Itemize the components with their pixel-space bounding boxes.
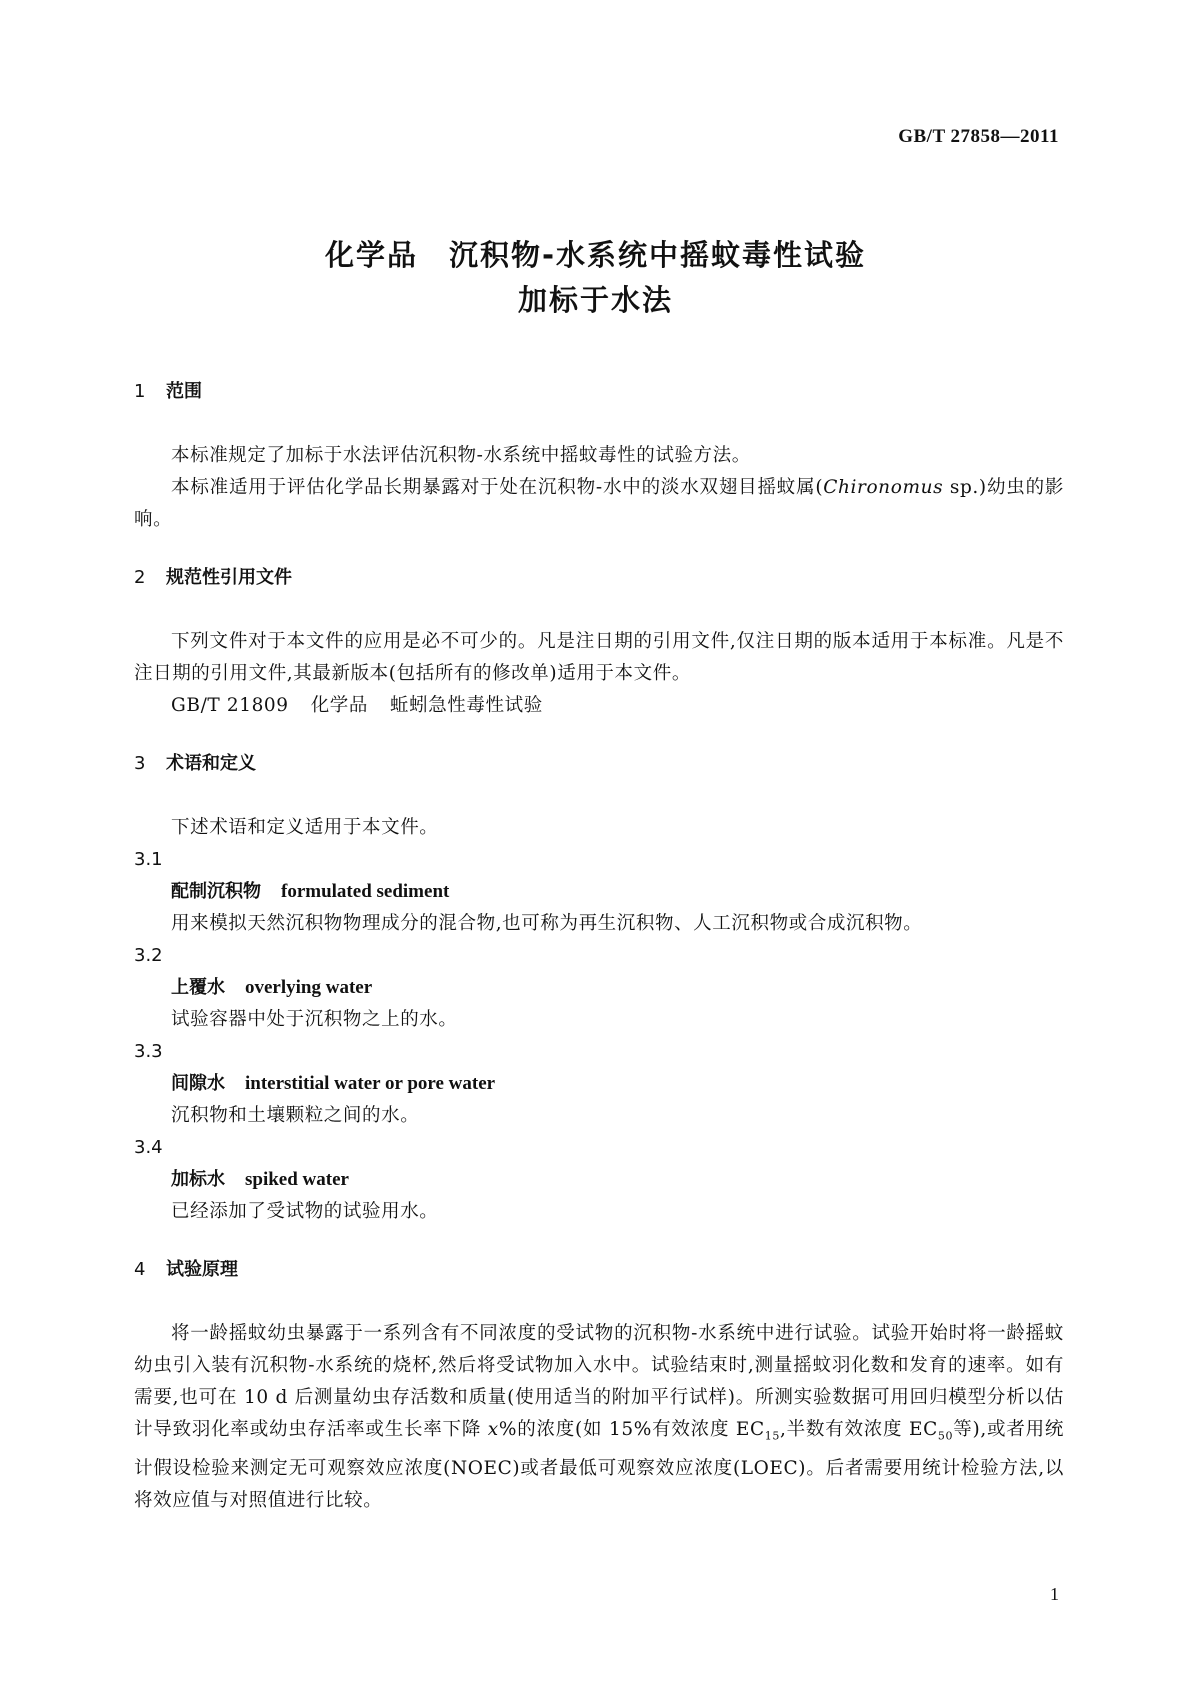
principle-paragraph: 将一龄摇蚊幼虫暴露于一系列含有不同浓度的受试物的沉积物-水系统中进行试验。试验开始时将一龄摇蚊幼虫引入装有沉积物-水系统的烧杯,然后将受试物加入水中。试验结束时,测量摇蚊羽化数和发育的速率。如有需要,也可在 10 d 后测量幼虫存活数和质量(使用适当的附加平行试样)。所测实验数据可用回归模型分析以估计导致羽化率或幼虫存活率或生长率下降 x%的浓度(如 15%有效浓度 $EC_{15}$,半数有效浓度 $EC_{50}$等),或者用统计假设检验来测定无可观察效应浓度(NOEC)或者最低可观察效应浓度(LOEC)。后者需要用统计检验方法,以将效应值与对照值进行比较。	[134, 1323, 1064, 1511]
section-heading-1	[134, 376, 1064, 408]
section-number: 1	[134, 381, 146, 402]
section-title: 规范性引用文件	[166, 567, 292, 588]
references-paragraph: 下列文件对于本文件的应用是必不可少的。凡是注日期的引用文件,仅注日期的版本适用于本标准。凡是不注日期的引用文件,其最新版本(包括所有的修改单)适用于本文件。	[134, 631, 1064, 684]
reference-entry: GB/T 21809 化学品 蚯蚓急性毒性试验	[171, 695, 543, 716]
term-definition: 试验容器中处于沉积物之上的水。	[171, 1009, 458, 1030]
section-number: 4	[134, 1259, 146, 1280]
section-number: 2	[134, 567, 146, 588]
document-body	[134, 376, 1064, 1517]
scope-paragraph-1: 本标准规定了加标于水法评估沉积物-水系统中摇蚊毒性的试验方法。	[171, 445, 751, 466]
scope-paragraph-2: 本标准适用于评估化学品长期暴露对于处在沉积物-水中的淡水双翅目摇蚊属(Chironomus sp.)幼虫的影响。	[134, 477, 1064, 530]
page-number: 1	[1050, 1584, 1059, 1604]
term-number: 3.3	[134, 1041, 163, 1062]
term-entry: 配制沉积物 formulated sediment	[171, 881, 450, 902]
term-entry: 上覆水 overlying water	[171, 977, 373, 998]
section-title: 术语和定义	[166, 753, 256, 774]
term-definition: 用来模拟天然沉积物物理成分的混合物,也可称为再生沉积物、人工沉积物或合成沉积物。	[171, 913, 923, 934]
document-title-line2: 加标于水法	[517, 283, 673, 317]
term-number: 3.4	[134, 1137, 163, 1158]
terms-intro: 下述术语和定义适用于本文件。	[171, 817, 439, 838]
standard-number: GB/T 27858—2011	[898, 126, 1059, 147]
term-definition: 沉积物和土壤颗粒之间的水。	[171, 1105, 420, 1126]
term-entry: 间隙水 interstitial water or pore water	[171, 1073, 496, 1094]
section-heading-2	[134, 562, 1064, 594]
document-title-line1: 化学品 沉积物-水系统中摇蚊毒性试验	[324, 238, 867, 272]
section-number: 3	[134, 753, 146, 774]
section-title: 范围	[166, 381, 202, 402]
section-heading-4	[134, 1254, 1064, 1286]
section-title: 试验原理	[166, 1259, 238, 1280]
term-number: 3.2	[134, 945, 163, 966]
reference-code: GB/T 21809	[171, 695, 289, 716]
term-definition: 已经添加了受试物的试验用水。	[171, 1201, 439, 1222]
section-heading-3	[134, 748, 1064, 780]
term-number: 3.1	[134, 849, 163, 870]
term-entry: 加标水 spiked water	[171, 1169, 349, 1190]
species-name: Chironomus	[823, 477, 944, 498]
